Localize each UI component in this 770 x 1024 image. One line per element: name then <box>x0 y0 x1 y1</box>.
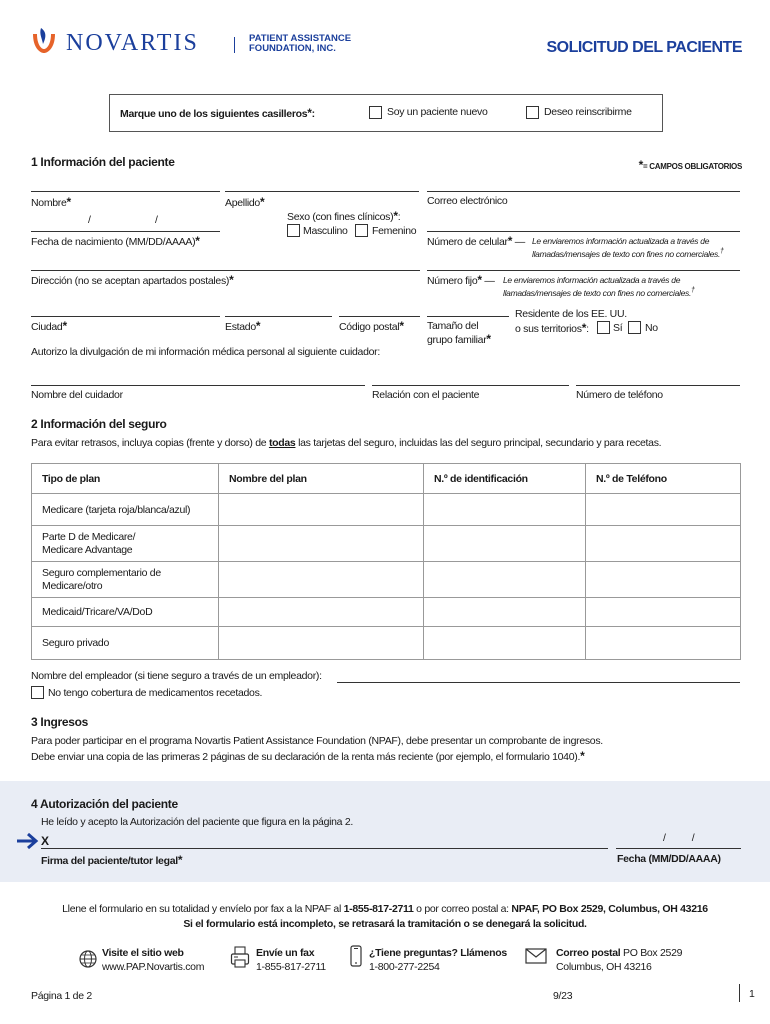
zip-field[interactable] <box>339 316 420 317</box>
landline-note-line-2 <box>503 285 738 298</box>
first-name-text: Nombre <box>31 197 67 209</box>
website-block <box>102 946 204 974</box>
email-label: Correo electrónico <box>427 195 508 207</box>
intro-text-2: las tarjetas del seguro, incluidas las del seguro principal, secundario y para recetas. <box>295 437 662 449</box>
mail-line-1 <box>556 946 682 960</box>
website-link[interactable]: www.PAP.Novartis.com <box>102 961 205 973</box>
landline-text: Número fijo <box>427 275 478 287</box>
cell-note-line-2 <box>532 246 737 259</box>
required-star: * <box>195 234 200 248</box>
incomplete-warning: Si el formulario está incompleto, se retrasará la tramitación o se denegará la solicitud. <box>183 918 587 930</box>
landline-note-text-2: llamadas/mensajes de texto con fines no comerciales. <box>503 287 692 298</box>
dob-slash-1: / <box>88 214 91 226</box>
required-star: * <box>177 853 183 867</box>
table-header-row <box>32 464 741 494</box>
required-star: * <box>229 273 234 287</box>
signature-date-label: Fecha (MM/DD/AAAA) <box>617 853 721 865</box>
resident-line-2 <box>515 321 627 336</box>
mail-city: Columbus, OH 43216 <box>556 961 652 973</box>
first-name-field[interactable] <box>31 191 220 192</box>
mobile-phone-icon <box>346 945 366 967</box>
col-phone: N.º de Teléfono <box>586 464 741 494</box>
resident-no-label: No <box>645 322 658 334</box>
form-title: SOLICITUD DEL PACIENTE <box>546 39 742 56</box>
row-label: Medicaid/Tricare/VA/DoD <box>32 598 219 627</box>
income-line-2 <box>31 749 584 763</box>
city-label <box>31 319 67 333</box>
income-text-2: Debe enviar una copia de las primeras 2 páginas de su declaración de la renta más reciente (por ejemplo, el formulario 1040). <box>31 751 581 763</box>
sex-colon: : <box>397 211 401 223</box>
caregiver-name-field[interactable] <box>31 385 365 386</box>
sex-text: Sexo (con fines clínicos) <box>287 211 394 223</box>
row-label <box>32 526 219 562</box>
required-star: * <box>486 332 491 346</box>
resident-yes-checkbox[interactable] <box>597 321 610 334</box>
mail-pobox: PO Box 2529 <box>623 947 683 959</box>
zip-label <box>339 319 404 333</box>
arrow-right-icon <box>16 832 40 850</box>
page-number-divider <box>739 984 740 1002</box>
cell-phone-text: Número de celular <box>427 236 508 248</box>
intro-bold: todas <box>268 437 296 449</box>
income-line-1: Para poder participar en el programa Novartis Patient Assistance Foundation (NPAF), debe presentar un comprobante de ingresos. <box>31 735 603 747</box>
signature-x: X <box>41 834 49 848</box>
caregiver-phone-label: Número de teléfono <box>576 389 663 401</box>
resident-colon: : <box>586 323 589 335</box>
state-label <box>225 319 260 333</box>
relationship-label: Relación con el paciente <box>372 389 480 401</box>
section-4-title: 4 Autorización del paciente <box>31 797 178 811</box>
signature-label <box>41 853 182 867</box>
required-star: * <box>477 273 482 287</box>
insurance-intro <box>31 437 661 449</box>
phone-cell[interactable] <box>586 598 741 627</box>
dob-label <box>31 234 200 248</box>
cell-phone-note <box>532 236 737 259</box>
foundation-name <box>249 34 351 54</box>
landline-note <box>503 275 738 298</box>
female-checkbox[interactable] <box>355 224 368 237</box>
state-field[interactable] <box>225 316 332 317</box>
employer-field[interactable] <box>337 682 740 683</box>
phone-cell[interactable] <box>586 494 741 526</box>
required-star: * <box>255 319 261 333</box>
new-patient-checkbox[interactable] <box>369 106 382 119</box>
female-label: Femenino <box>372 225 417 237</box>
household-size-label <box>427 320 491 347</box>
resident-label <box>515 307 627 336</box>
row-label-line-1: Parte D de Medicare/ <box>42 530 136 543</box>
patient-type-prompt <box>120 106 315 120</box>
cell-phone-field[interactable] <box>427 231 740 232</box>
foundation-line-1: PATIENT ASSISTANCE <box>249 33 352 44</box>
col-plan-type: Tipo de plan <box>32 464 219 494</box>
address-bold: NPAF, PO Box 2529, Columbus, OH 43216 <box>511 903 708 915</box>
last-name-label <box>225 195 264 209</box>
intro-text-1: Para evitar retrasos, incluya copias (frente y dorso) de <box>31 437 269 449</box>
required-star: * <box>507 234 513 248</box>
dob-text: Fecha de nacimiento (MM/DD/AAAA) <box>31 236 196 248</box>
dagger-mark: † <box>720 247 724 255</box>
household-text-2: grupo familiar <box>427 334 487 346</box>
address-field[interactable] <box>31 270 420 271</box>
last-name-text: Apellido <box>225 197 260 209</box>
phone-cell[interactable] <box>586 526 741 562</box>
employer-label: Nombre del empleador (si tiene seguro a través de un empleador): <box>31 670 322 682</box>
plan-name-cell[interactable] <box>219 598 424 627</box>
table-row <box>32 494 741 526</box>
new-patient-label: Soy un paciente nuevo <box>387 106 488 118</box>
website-title: Visite el sitio web <box>102 947 184 959</box>
envelope-icon <box>525 948 547 964</box>
dob-slash-2: / <box>155 214 158 226</box>
table-row <box>32 627 741 660</box>
date-slashes: / / <box>663 832 695 844</box>
questions-title: ¿Tiene preguntas? Llámenos <box>369 947 507 959</box>
plan-name-cell[interactable] <box>219 562 424 598</box>
dagger-mark: † <box>691 286 695 294</box>
resident-no-checkbox[interactable] <box>628 321 641 334</box>
signature-date-field[interactable] <box>616 848 741 849</box>
male-checkbox[interactable] <box>287 224 300 237</box>
questions-block <box>369 946 507 974</box>
id-cell[interactable] <box>424 627 586 660</box>
row-label-line-2: Medicare Advantage <box>42 543 133 556</box>
section-3-title: 3 Ingresos <box>31 715 89 729</box>
row-label-line-2: Medicare/otro <box>42 579 103 592</box>
patient-type-box <box>109 94 663 132</box>
questions-phone: 1-800-277-2254 <box>369 961 440 973</box>
plan-name-cell[interactable] <box>219 494 424 526</box>
insurance-table <box>31 463 741 660</box>
section-2-title: 2 Información del seguro <box>31 417 167 431</box>
row-label <box>32 562 219 598</box>
col-id-number: N.º de identificación <box>424 464 586 494</box>
required-star: * <box>307 106 312 120</box>
globe-icon <box>78 948 98 970</box>
row-label-line-1: Seguro complementario de <box>42 566 161 579</box>
fax-block <box>256 946 326 974</box>
household-size-field[interactable] <box>427 316 509 317</box>
first-name-label <box>31 195 71 209</box>
send-text-2: o por correo postal a: <box>413 903 512 915</box>
id-cell[interactable] <box>424 598 586 627</box>
novartis-logo <box>30 26 230 60</box>
cell-note-text-2: llamadas/mensajes de texto con fines no comerciales. <box>532 248 721 259</box>
header-divider <box>234 37 235 53</box>
mail-title: Correo postal <box>556 947 621 959</box>
city-field[interactable] <box>31 316 220 317</box>
required-star: * <box>66 195 71 209</box>
landline-field[interactable] <box>427 270 740 271</box>
foundation-line-2: FOUNDATION, INC. <box>249 43 336 54</box>
phone-cell[interactable] <box>586 562 741 598</box>
id-cell[interactable] <box>424 562 586 598</box>
dob-field[interactable] <box>31 231 220 232</box>
fax-icon <box>230 946 250 968</box>
relationship-field[interactable] <box>372 385 569 386</box>
section-1-title: 1 Información del paciente <box>31 155 175 169</box>
authorization-text: He leído y acepto la Autorización del paciente que figura en la página 2. <box>41 816 353 828</box>
phone-cell[interactable] <box>586 627 741 660</box>
send-text-1: Llene el formulario en su totalidad y envíelo por fax a la NPAF al <box>62 903 344 915</box>
fax-title: Envíe un fax <box>256 947 315 959</box>
id-cell[interactable] <box>424 494 586 526</box>
sex-label <box>287 209 400 223</box>
table-row <box>32 526 741 562</box>
resident-yes-label: Sí <box>613 322 623 334</box>
cell-note-line-1: Le enviaremos información actualizada a través de <box>532 236 710 246</box>
resident-text-2: o sus territorios <box>515 323 582 335</box>
required-note-text: = CAMPOS OBLIGATORIOS <box>643 162 742 171</box>
state-text: Estado <box>225 321 256 333</box>
id-cell[interactable] <box>424 526 586 562</box>
required-star: * <box>259 195 265 209</box>
required-star: * <box>62 319 67 333</box>
email-field[interactable] <box>427 191 740 192</box>
novartis-flame-icon <box>30 26 58 56</box>
required-star: * <box>399 319 404 333</box>
required-star: * <box>580 749 585 763</box>
household-line-2 <box>427 333 491 347</box>
address-text: Dirección (no se aceptan apartados postales) <box>31 275 230 287</box>
no-coverage-checkbox[interactable] <box>31 686 44 699</box>
landline-label: Número fijo* — <box>427 273 495 287</box>
mail-block <box>556 946 682 974</box>
caregiver-authorization: Autorizo la divulgación de mi información médica personal al siguiente cuidador: <box>31 346 380 358</box>
col-plan-name: Nombre del plan <box>219 464 424 494</box>
brand-name: NOVARTIS <box>66 30 199 56</box>
submission-line-1 <box>0 902 770 917</box>
signature-text: Firma del paciente/tutor legal <box>41 855 178 867</box>
city-text: Ciudad <box>31 321 63 333</box>
table-row <box>32 598 741 627</box>
last-name-field[interactable] <box>225 191 419 192</box>
page-number: 1 <box>749 988 755 1000</box>
required-star: * <box>638 158 644 172</box>
required-star: * <box>581 321 587 335</box>
caregiver-name-label: Nombre del cuidador <box>31 389 123 401</box>
row-label: Medicare (tarjeta roja/blanca/azul) <box>32 494 219 526</box>
resident-line-1: Residente de los EE. UU. <box>515 308 627 320</box>
patient-type-label: Marque uno de los siguientes casilleros <box>120 108 308 120</box>
household-line-1: Tamaño del <box>427 320 479 332</box>
table-row <box>32 562 741 598</box>
required-fields-note <box>639 158 742 172</box>
zip-text: Código postal <box>339 321 400 333</box>
signature-field[interactable] <box>41 848 608 849</box>
reenroll-checkbox[interactable] <box>526 106 539 119</box>
plan-name-cell[interactable] <box>219 526 424 562</box>
caregiver-phone-field[interactable] <box>576 385 740 386</box>
page-indicator: Página 1 de 2 <box>31 990 92 1002</box>
cell-phone-label: Número de celular* — <box>427 234 525 248</box>
address-label <box>31 273 233 287</box>
prompt-colon: : <box>311 108 315 120</box>
reenroll-label: Deseo reinscribirme <box>544 106 632 118</box>
required-star: * <box>393 209 398 223</box>
plan-name-cell[interactable] <box>219 627 424 660</box>
row-label: Seguro privado <box>32 627 219 660</box>
landline-note-line-1: Le enviaremos información actualizada a través de <box>503 275 681 285</box>
fax-number: 1-855-817-2711 <box>256 961 326 973</box>
form-version: 9/23 <box>553 990 573 1002</box>
submission-instructions <box>0 902 770 932</box>
no-coverage-label: No tengo cobertura de medicamentos recetados. <box>48 687 263 699</box>
fax-number-bold: 1-855-817-2711 <box>343 903 414 915</box>
male-label: Masculino <box>303 225 348 237</box>
